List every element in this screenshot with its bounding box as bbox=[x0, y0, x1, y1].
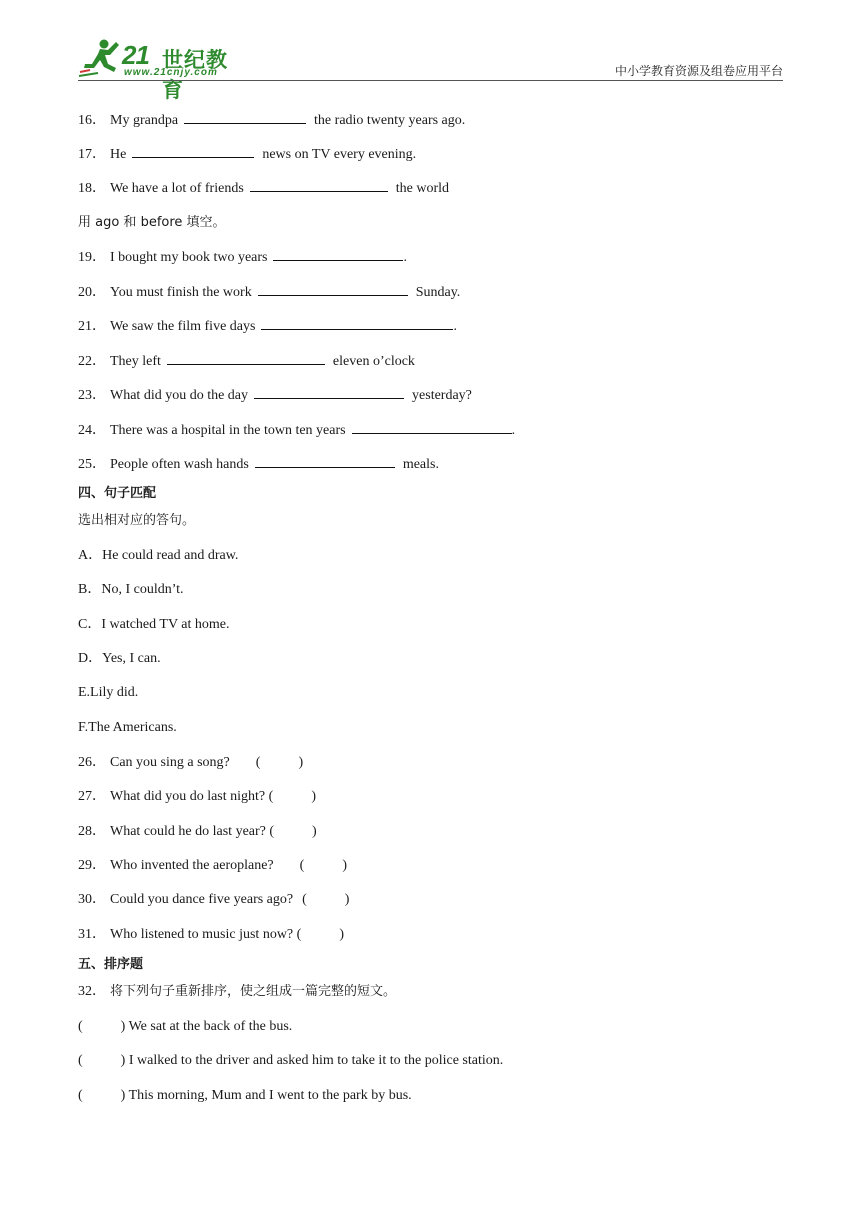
answer-blank[interactable] bbox=[132, 145, 254, 158]
order-item-2 bbox=[78, 1052, 503, 1070]
question-number: 22． bbox=[78, 354, 106, 369]
order-sentence: This morning, Mum and I went to the park by bus. bbox=[128, 1088, 412, 1103]
question-32 bbox=[78, 983, 396, 1001]
question-number: 16． bbox=[78, 113, 106, 128]
header-divider bbox=[78, 80, 783, 81]
option-a: A．He could read and draw. bbox=[78, 548, 239, 563]
question-text: There was a hospital in the town ten years bbox=[110, 423, 346, 438]
question-text: I bought my book two years bbox=[110, 250, 268, 265]
answer-paren-close: ) bbox=[298, 755, 304, 770]
question-29 bbox=[78, 857, 347, 875]
answer-paren-close: ) bbox=[339, 927, 344, 942]
option-e: E.Lily did. bbox=[78, 685, 139, 700]
question-25 bbox=[78, 455, 439, 474]
question-number: 28． bbox=[78, 824, 106, 839]
question-number: 20． bbox=[78, 285, 106, 300]
question-number: 19． bbox=[78, 250, 106, 265]
answer-blank[interactable] bbox=[255, 455, 395, 468]
question-text: Could you dance five years ago? bbox=[110, 892, 294, 907]
question-text: . bbox=[453, 319, 457, 334]
question-number: 31． bbox=[78, 927, 106, 942]
question-21 bbox=[78, 317, 457, 336]
question-text: He bbox=[110, 147, 127, 162]
question-text: meals. bbox=[402, 457, 439, 472]
question-instruction: 将下列句子重新排序，使之组成一篇完整的短文。 bbox=[110, 984, 397, 999]
option-f: F.The Americans. bbox=[78, 720, 177, 735]
question-text: We have a lot of friends bbox=[110, 181, 244, 196]
question-23 bbox=[78, 386, 472, 405]
question-number: 27． bbox=[78, 789, 106, 804]
answer-paren-close: ) bbox=[311, 789, 316, 804]
question-text: What could he do last year? ( bbox=[110, 824, 275, 839]
answer-paren-open: ( bbox=[78, 1053, 83, 1068]
section-5-title: 五、排序题 bbox=[78, 957, 144, 972]
question-24 bbox=[78, 421, 515, 440]
question-text: eleven o’clock bbox=[332, 354, 415, 369]
question-text: . bbox=[511, 423, 516, 438]
question-number: 30． bbox=[78, 892, 106, 907]
answer-blank[interactable] bbox=[167, 352, 325, 365]
answer-blank[interactable] bbox=[352, 421, 512, 434]
question-number: 29． bbox=[78, 858, 106, 873]
platform-title: 中小学教育资源及组卷应用平台 bbox=[614, 64, 783, 78]
question-number: 21． bbox=[78, 319, 106, 334]
answer-blank[interactable] bbox=[254, 386, 404, 399]
question-28 bbox=[78, 823, 317, 841]
section-4-title: 四、句子匹配 bbox=[78, 486, 157, 501]
question-text: news on TV every evening. bbox=[262, 147, 417, 162]
question-text: People often wash hands bbox=[110, 457, 249, 472]
answer-blank[interactable] bbox=[250, 179, 388, 192]
question-text: What did you do the day bbox=[110, 388, 249, 403]
question-text: You must finish the work bbox=[110, 285, 252, 300]
answer-blank[interactable] bbox=[261, 317, 453, 330]
question-text: . bbox=[403, 250, 407, 265]
question-22 bbox=[78, 352, 415, 371]
instruction-ago-before: 用 ago 和 before 填空。 bbox=[78, 215, 226, 230]
answer-blank[interactable] bbox=[184, 111, 306, 124]
answer-paren-open: ( bbox=[78, 1019, 83, 1034]
runner-logo-icon bbox=[78, 38, 126, 80]
answer-paren-open: ( bbox=[255, 755, 261, 770]
question-31 bbox=[78, 926, 344, 944]
question-number: 23． bbox=[78, 388, 106, 403]
answer-blank[interactable] bbox=[258, 283, 408, 296]
answer-paren-close: ) bbox=[120, 1053, 126, 1068]
question-20 bbox=[78, 283, 460, 302]
question-text: Sunday. bbox=[415, 285, 461, 300]
option-d: D．Yes, I can. bbox=[78, 651, 161, 666]
answer-paren-open: ( bbox=[302, 892, 307, 907]
answer-blank[interactable] bbox=[273, 248, 403, 261]
order-sentence: I walked to the driver and asked him to take it to the police station. bbox=[128, 1053, 504, 1068]
order-item-1 bbox=[78, 1018, 292, 1036]
answer-paren-open: ( bbox=[299, 858, 305, 873]
question-text: Who listened to music just now? ( bbox=[110, 927, 302, 942]
logo-name: 世纪教育 bbox=[162, 48, 228, 102]
answer-paren-close: ) bbox=[342, 858, 347, 873]
question-27 bbox=[78, 788, 316, 806]
answer-paren-close: ) bbox=[344, 892, 350, 907]
question-17 bbox=[78, 145, 416, 164]
question-text: They left bbox=[110, 354, 161, 369]
question-text: the world bbox=[395, 181, 450, 196]
logo bbox=[78, 36, 248, 102]
answer-paren-open: ( bbox=[78, 1088, 83, 1103]
question-text: What did you do last night? ( bbox=[110, 789, 274, 804]
question-number: 26． bbox=[78, 755, 106, 770]
question-number: 25． bbox=[78, 457, 106, 472]
logo-number: 21 bbox=[122, 40, 149, 70]
question-number: 18． bbox=[78, 181, 106, 196]
option-c: C．I watched TV at home. bbox=[78, 617, 230, 632]
question-text: Can you sing a song? bbox=[110, 755, 230, 770]
order-sentence: We sat at the back of the bus. bbox=[128, 1019, 293, 1034]
question-18 bbox=[78, 179, 449, 198]
question-text: Who invented the aeroplane? bbox=[110, 858, 274, 873]
answer-paren-close: ) bbox=[312, 824, 317, 839]
question-text: the radio twenty years ago. bbox=[314, 113, 466, 128]
logo-url: www.21cnjy.com bbox=[124, 67, 218, 78]
question-26 bbox=[78, 754, 303, 772]
question-19 bbox=[78, 248, 407, 267]
order-item-3 bbox=[78, 1087, 412, 1105]
page-header bbox=[78, 36, 783, 102]
question-number: 24． bbox=[78, 423, 106, 438]
question-30 bbox=[78, 891, 349, 909]
question-16 bbox=[78, 111, 465, 130]
answer-paren-close: ) bbox=[120, 1088, 126, 1103]
answer-paren-close: ) bbox=[120, 1019, 126, 1034]
question-text: My grandpa bbox=[110, 113, 179, 128]
question-number: 32． bbox=[78, 984, 106, 999]
section-4-instruction: 选出相对应的答句。 bbox=[78, 513, 196, 528]
option-b: B．No, I couldn’t. bbox=[78, 582, 184, 597]
question-number: 17． bbox=[78, 147, 106, 162]
question-text: yesterday? bbox=[412, 388, 472, 403]
question-text: We saw the film five days bbox=[110, 319, 256, 334]
